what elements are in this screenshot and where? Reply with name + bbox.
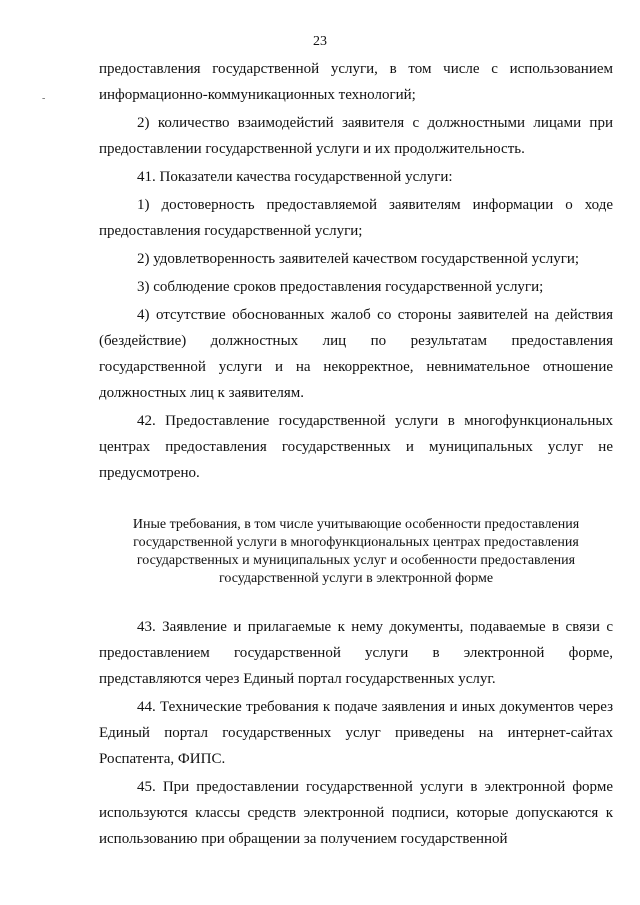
paragraph-41-item-1: 1) достоверность предоставляемой заявителям информации о ходе предоставления государственной услуги; [99,197,613,239]
paragraph-41-item-4: 4) отсутствие обоснованных жалоб со стороны заявителей на действия (бездействие) должностных лиц по результатам предоставления государственной услуги и на некорректное, невнимательное отношение должностных лиц к заявителям. [99,307,613,401]
page-number: 23 [313,34,327,49]
paragraph-item-2: 2) количество взаимодейстий заявителя с должностными лицами при предоставлении государственной услуги и их продолжительность. [99,115,613,157]
paragraph-41: 41. Показатели качества государственной услуги: [137,169,453,185]
paragraph-45: 45. При предоставлении государственной услуги в электронной форме используются классы средств электронной подписи, которые допускаются к использованию при обращении за получением государственной [99,779,613,847]
paragraph-42: 42. Предоставление государственной услуги в многофункциональных центрах предоставления государственных и муниципальных услуг не предусмотрено. [99,413,613,481]
section-heading: Иные требования, в том числе учитывающие особенности предоставления государственной услуги в многофункциональных центрах предоставления государственных и муниципальных услуг и особенности предоставления государственной услуги в электронной форме [132,517,580,586]
paragraph-43: 43. Заявление и прилагаемые к нему документы, подаваемые в связи с предоставлением государственной услуги в электронной форме, представляются через Единый портал государственных услуг. [99,619,613,687]
document-body [99,56,613,852]
paragraph-continuation: предоставления государственной услуги, в том числе с использованием информационно-коммуникационных технологий; [99,61,613,103]
scan-mark: - [42,93,46,104]
paragraph-44: 44. Технические требования к подаче заявления и иных документов через Единый портал государственных услуг приведены на интернет-сайтах Роспатента, ФИПС. [99,699,613,767]
paragraph-41-item-3: 3) соблюдение сроков предоставления государственной услуги; [137,279,544,295]
paragraph-41-item-2: 2) удовлетворенность заявителей качеством государственной услуги; [137,251,580,267]
